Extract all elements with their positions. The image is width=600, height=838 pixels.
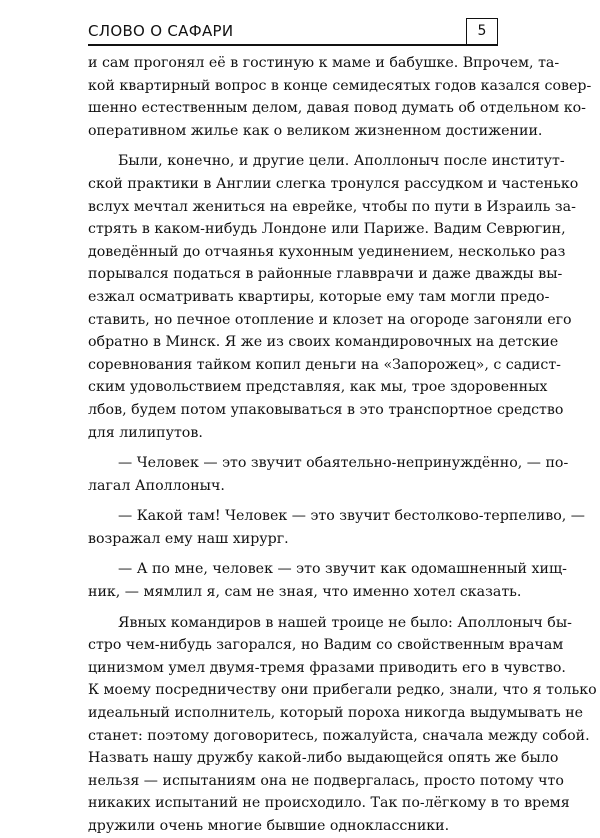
text-line: Назвать нашу дружбу какой-либо выдающейся опять же было (88, 750, 559, 767)
text-line: езжал осматривать квартиры, которые ему там могли предо- (88, 288, 550, 305)
text-line: для лилипутов. (88, 424, 203, 441)
text-line: станет: поэтому договоритесь, пожалуйста, сначала между собой. (88, 727, 590, 744)
text-line: возражал ему наш хирург. (88, 530, 289, 547)
text-line: порывался податься в районные главврачи и даже дважды вы- (88, 266, 563, 283)
text-line: цинизмом умел двумя-тремя фразами приводить его в чувство. (88, 659, 566, 676)
text-line: — А по мне, человек — это звучит как одомашненный хищ- (118, 561, 567, 578)
text-line: лбов, будем потом упаковываться в это транспортное средство (88, 401, 564, 418)
text-line: ской практики в Англии слегка тронулся рассудком и частенько (88, 175, 579, 192)
body-text (88, 52, 597, 838)
text-line: Были, конечно, и другие цели. Аполлоныч после институт- (118, 153, 565, 170)
text-line: стро чем-нибудь загорался, но Вадим со свойственным врачам (88, 637, 564, 654)
paragraph (88, 558, 567, 603)
text-line: ник, — мямлил я, сам не зная, что именно хотел сказать. (88, 584, 522, 601)
text-line: — Человек — это звучит обаятельно-непринуждённо, — по- (118, 455, 569, 472)
paragraph (88, 52, 592, 142)
paragraph (88, 452, 569, 497)
text-line: оперативном жилье как о великом жизненном достижении. (88, 122, 543, 139)
text-line: ским удовольствием представляя, как мы, трое здоровенных (88, 379, 548, 396)
text-line: шенно естественным делом, давая повод думать об отдельном ко- (88, 100, 586, 117)
text-line: и сам прогонял её в гостиную к маме и бабушке. Впрочем, та- (88, 55, 560, 71)
text-line: доведённый до отчаянья кухонным уединением, несколько раз (88, 243, 566, 260)
text-line: дружили очень многие бывшие одноклассники. (88, 818, 450, 834)
text-line: нельзя — испытаниям она не подвергалась, просто потому что (88, 772, 564, 789)
text-line: лагал Аполлоныч. (88, 477, 225, 494)
paragraph (88, 150, 579, 444)
text-line: идеальный исполнитель, который пороха никогда выдумывать не (88, 705, 584, 722)
page-number: 5 (466, 18, 498, 44)
running-head-title: СЛОВО О САФАРИ (88, 22, 234, 40)
text-line: Явных командиров в нашей троице не было: Аполлоныч бы- (118, 614, 572, 631)
text-line: кой квартирный вопрос в конце семидесятых годов казался совер- (88, 77, 592, 94)
running-header (88, 18, 498, 46)
paragraph (88, 505, 585, 550)
text-line: обратно в Минск. Я же из своих командировочных на детские (88, 334, 559, 351)
text-line: ставить, но печное отопление и клозет на огороде загоняли его (88, 311, 572, 328)
text-line: вслух мечтал жениться на еврейке, чтобы по пути в Израиль за- (88, 198, 576, 215)
paragraph (88, 612, 597, 838)
text-line: соревнования тайком копил деньги на «Запорожец», с садист- (88, 356, 561, 373)
text-line: К моему посредничеству они прибегали редко, знали, что я только (88, 682, 597, 699)
text-line: никаких испытаний не происходило. Так по-лёгкому в то время (88, 795, 570, 812)
text-line: стрять в каком-нибудь Лондоне или Париже. Вадим Севрюгин, (88, 221, 566, 238)
text-line: — Какой там! Человек — это звучит бестолково-терпеливо, — (118, 508, 585, 525)
